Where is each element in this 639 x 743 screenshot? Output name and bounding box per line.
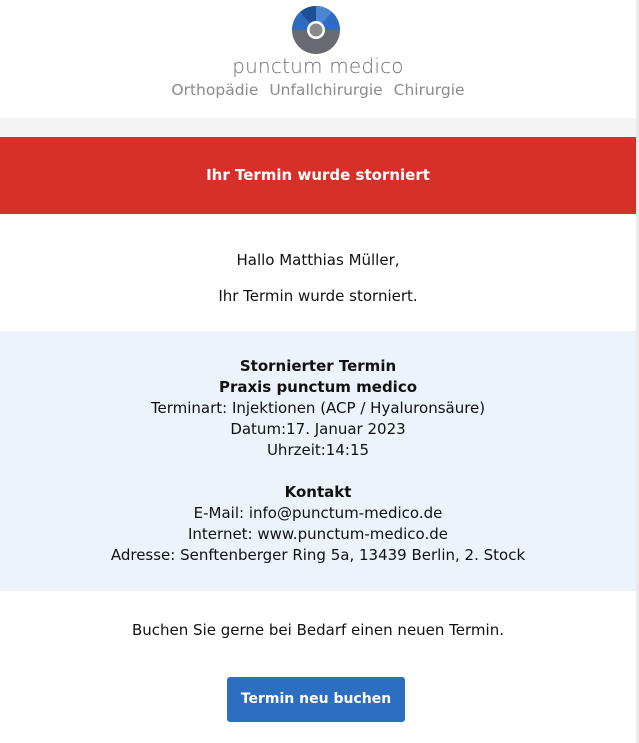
specialty-orthopaedie: Orthopädie (171, 81, 259, 99)
salutation: Hallo Matthias Müller, (236, 251, 400, 269)
brand-name: punctum medico (232, 54, 404, 78)
contact-internet[interactable]: Internet: www.punctum-medico.de (188, 525, 448, 543)
appointment-date: Datum:17. Januar 2023 (230, 420, 406, 438)
greeting-section (0, 214, 636, 331)
separator-band (0, 118, 636, 137)
appointment-type: Terminart: Injektionen (ACP / Hyaluronsäure) (150, 399, 486, 417)
specialty-chirurgie: Chirurgie (393, 81, 465, 99)
appointment-heading: Stornierter Termin (239, 357, 397, 375)
cancellation-message: Ihr Termin wurde storniert. (218, 287, 418, 305)
punctum-medico-logo-icon (291, 5, 341, 55)
contact-heading: Kontakt (284, 483, 352, 501)
appointment-time: Uhrzeit:14:15 (266, 441, 370, 459)
footer-section (0, 591, 636, 743)
brand-specialties (0, 81, 636, 99)
rebook-button[interactable]: Termin neu buchen (227, 677, 405, 722)
header-logo-area (0, 0, 636, 118)
cancellation-banner: Ihr Termin wurde storniert (0, 137, 636, 214)
appointment-details (0, 331, 636, 591)
practice-name: Praxis punctum medico (218, 378, 418, 396)
contact-address: Adresse: Senftenberger Ring 5a, 13439 Berlin, 2. Stock (110, 546, 526, 564)
appointment-block (0, 356, 636, 461)
rebook-prompt: Buchen Sie gerne bei Bedarf einen neuen Termin. (132, 621, 504, 639)
contact-block (0, 482, 636, 566)
specialty-unfallchirurgie: Unfallchirurgie (269, 81, 383, 99)
contact-email[interactable]: E-Mail: info@punctum-medico.de (193, 504, 443, 522)
